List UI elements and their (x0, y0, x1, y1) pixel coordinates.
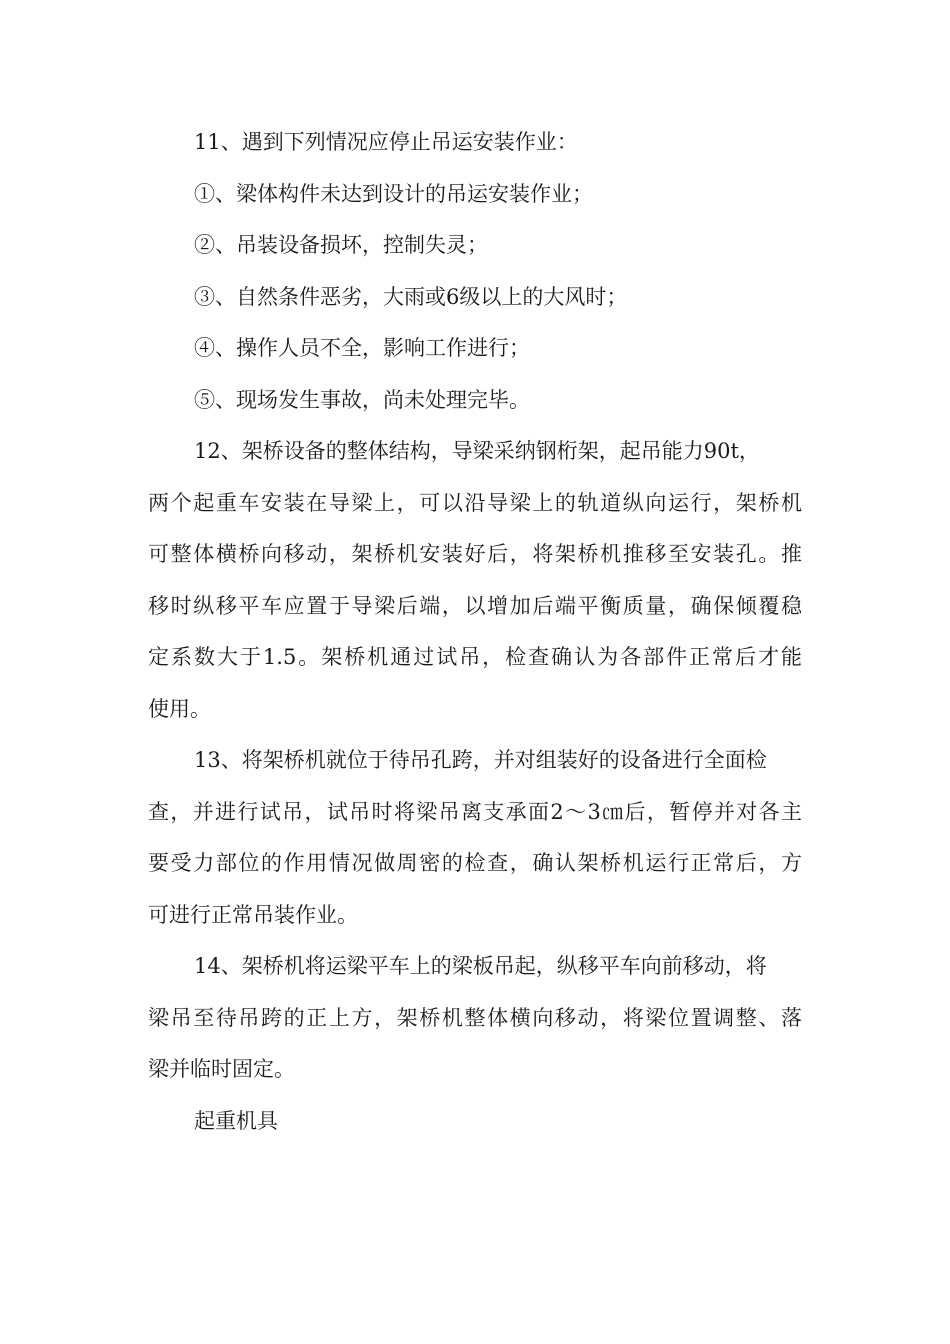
condition-1: ①、梁体构件未达到设计的吊运安装作业； (194, 181, 593, 206)
section-heading-lifting-equipment: 起重机具 (194, 1108, 278, 1133)
item-12-line-1: 12、架桥设备的整体结构，导梁采纳钢桁架，起吊能力90t， (194, 439, 760, 463)
item-12-line-3: 可整体横桥向移动，架桥机安装好后，将架桥机推移至安装孔。推 (148, 542, 802, 566)
item-12-line-2: 两个起重车安装在导梁上，可以沿导梁上的轨道纵向运行，架桥机 (148, 490, 802, 515)
item-14-line-3: 梁并临时固定。 (148, 1057, 295, 1081)
condition-2: ②、吊装设备损坏，控制失灵； (194, 233, 488, 257)
item-11-heading: 11、遇到下列情况应停止吊运安装作业： (194, 130, 578, 154)
item-12-line-6: 使用。 (148, 696, 211, 721)
item-13-line-2: 查，并进行试吊，试吊时将梁吊离支承面2～3㎝后，暂停并对各主 (148, 799, 802, 824)
item-13-line-4: 可进行正常吊装作业。 (148, 902, 358, 927)
condition-5: ⑤、现场发生事故，尚未处理完毕。 (194, 387, 530, 412)
item-13-line-1: 13、将架桥机就位于待吊孔跨，并对组装好的设备进行全面检 (194, 748, 767, 772)
item-14-line-1: 14、架桥机将运梁平车上的梁板吊起，纵移平车向前移动，将 (194, 954, 767, 978)
condition-4: ④、操作人员不全，影响工作进行； (194, 336, 530, 360)
document-body (148, 117, 802, 1147)
item-13-line-3: 要受力部位的作用情况做周密的检查，确认架桥机运行正常后，方 (148, 851, 802, 875)
condition-3: ③、自然条件恶劣，大雨或6级以上的大风时； (194, 284, 628, 309)
item-12-line-5: 定系数大于1.5。架桥机通过试吊，检查确认为各部件正常后才能 (148, 645, 802, 669)
item-12-line-4: 移时纵移平车应置于导梁后端，以增加后端平衡质量，确保倾覆稳 (148, 593, 802, 618)
item-14-line-2: 梁吊至待吊跨的正上方，架桥机整体横向移动，将梁位置调整、落 (148, 1005, 802, 1030)
